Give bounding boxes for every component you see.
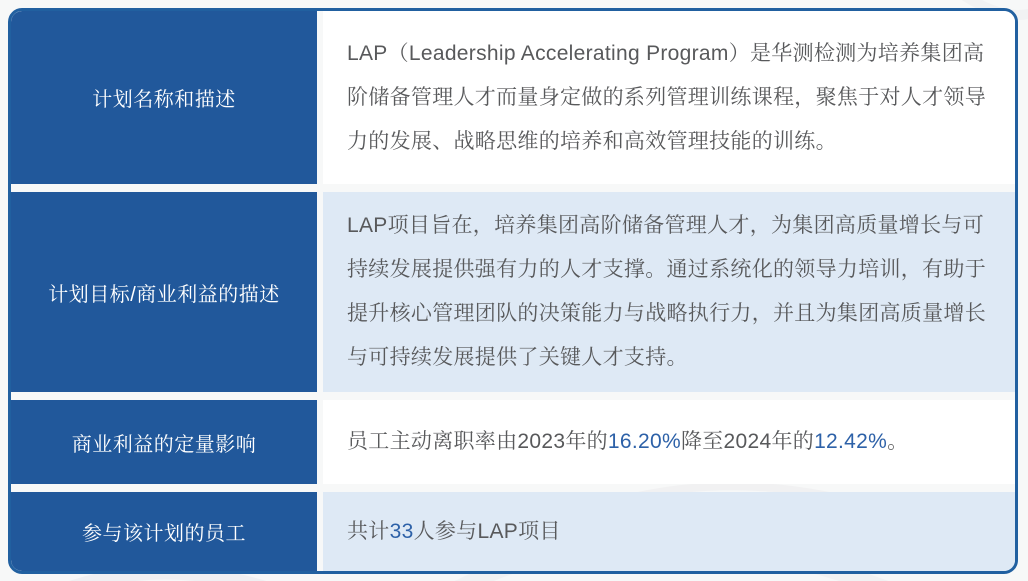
row-label-text: 参与该计划的员工 bbox=[82, 523, 246, 545]
row-label-text: 计划名称和描述 bbox=[92, 89, 236, 111]
row-content-text: LAP（Leadership Accelerating Program）是华测检测为培养集团高阶储备管理人才而量身定做的系列管理训练课程，聚焦于对人才领导力的发展、战略思维的培养和高效管理技能的训练。 bbox=[347, 41, 986, 153]
row-content-quantitative-impact bbox=[323, 400, 1015, 484]
row-content-program-name bbox=[323, 11, 1015, 184]
row-content-text: LAP项目旨在，培养集团高阶储备管理人才，为集团高质量增长与可持续发展提供强有力的人才支撑。通过系统化的领导力培训，有助于提升核心管理团队的决策能力与战略执行力，并且为集团高质量增长与可持续发展提供了关键人才支持。 bbox=[347, 214, 986, 369]
row-label-participants bbox=[11, 492, 317, 571]
row-label-program-name bbox=[11, 11, 317, 184]
row-label-quantitative-impact bbox=[11, 400, 317, 484]
row-content-text: 员工主动离职率由2023年的16.20%降至2024年的12.42%。 bbox=[347, 430, 909, 453]
program-info-table bbox=[8, 8, 1018, 574]
row-label-text: 计划目标/商业利益的描述 bbox=[48, 283, 280, 306]
row-content-text: 共计33人参与LAP项目 bbox=[347, 519, 561, 543]
row-label-text: 商业利益的定量影响 bbox=[71, 433, 257, 456]
row-label-program-goal bbox=[11, 192, 317, 392]
row-content-participants bbox=[323, 492, 1015, 571]
row-content-program-goal bbox=[323, 192, 1015, 392]
